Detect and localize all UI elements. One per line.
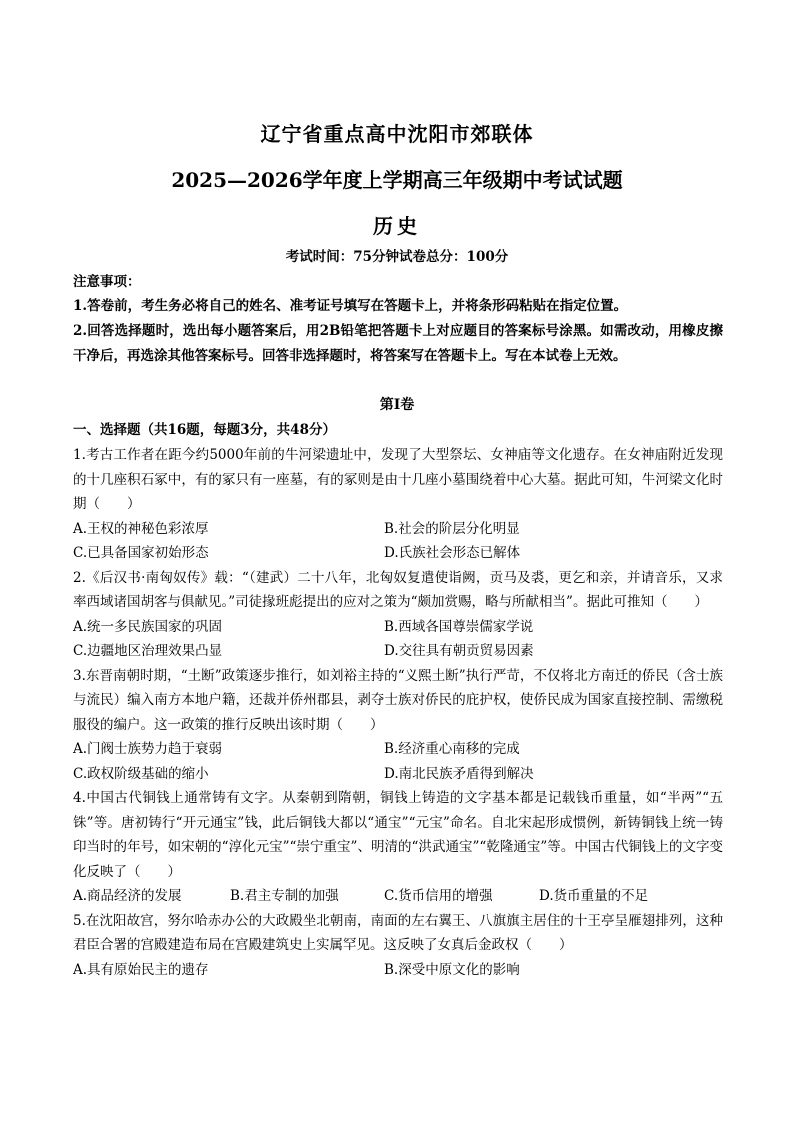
option-c[interactable]: C.政权阶级基础的缩小 bbox=[73, 765, 209, 782]
question-5 bbox=[73, 909, 723, 983]
option-d[interactable]: D.交往具有朝贡贸易因素 bbox=[384, 643, 534, 659]
question-4 bbox=[73, 786, 723, 909]
note-item: 1.答卷前，考生务必将自己的姓名、准考证号填写在答题卡上，并将条形码粘贴在指定位置。 bbox=[73, 298, 628, 314]
options-row bbox=[73, 737, 723, 762]
option-a[interactable]: A.门阀士族势力趋于衰弱 bbox=[73, 741, 223, 757]
section-heading: 一、选择题（共16题，每题3分，共48分） bbox=[73, 422, 336, 438]
options-row bbox=[73, 762, 723, 787]
option-b[interactable]: B.社会的阶层分化明显 bbox=[384, 520, 520, 537]
option-d[interactable]: D.货币重量的不足 bbox=[539, 888, 649, 904]
options-row bbox=[73, 884, 723, 909]
exam-info: 考试时间：75分钟试卷总分：100分 bbox=[285, 249, 509, 265]
notes-heading: 注意事项： bbox=[73, 274, 141, 290]
option-c[interactable]: C.边疆地区治理效果凸显 bbox=[73, 643, 223, 659]
option-b[interactable]: B.深受中原文化的影响 bbox=[384, 961, 520, 978]
option-a[interactable]: A.统一多民族国家的巩固 bbox=[73, 618, 223, 635]
option-b[interactable]: B.西域各国尊崇儒家学说 bbox=[384, 618, 534, 635]
options-row bbox=[73, 639, 723, 664]
option-a[interactable]: A.王权的神秘色彩浓厚 bbox=[73, 520, 209, 537]
option-a[interactable]: A.商品经济的发展 bbox=[73, 888, 182, 904]
school-title: 辽宁省重点高中沈阳市郊联体 bbox=[260, 122, 534, 146]
question-stem: 2.《后汉书·南匈奴传》载：“（建武）二十八年，北匈奴复遣使诣阙，贡马及裘，更乞和亲，并请音乐，又求率西域诸国胡客与俱献见。”司徒掾班彪提出的应对之策为“颇加赏赐，略与所献相当”。据此可推知（ ） bbox=[73, 569, 723, 610]
volume-heading: 第Ⅰ卷 bbox=[379, 397, 415, 413]
exam-title: 2025—2026学年度上学期高三年级期中考试试题 bbox=[171, 168, 623, 192]
question-1 bbox=[73, 443, 723, 566]
options-row bbox=[73, 517, 723, 542]
option-c[interactable]: C.货币信用的增强 bbox=[384, 888, 493, 904]
subject-title: 历史 bbox=[373, 214, 421, 238]
question-stem: 1.考古工作者在距今约5000年前的牛河梁遗址中，发现了大型祭坛、女神庙等文化遗存。在女神庙附近发现的十几座积石冢中，有的冢只有一座墓，有的冢则是由十几座小墓围绕着中心大墓。据此可知，牛河梁文化时期（ ） bbox=[73, 447, 723, 512]
option-d[interactable]: D.南北民族矛盾得到解决 bbox=[384, 765, 534, 782]
question-stem: 4.中国古代铜钱上通常铸有文字。从秦朝到隋朝，铜钱上铸造的文字基本都是记载钱币重量，如“半两”“五铢”等。唐初铸行“开元通宝”钱，此后铜钱大都以“通宝”“元宝”命名。自北宋起形成惯例，新铸铜钱上统一铸印当时的年号，如宋朝的“淳化元宝”“崇宁重宝”、明清的“洪武通宝”“乾隆通宝”等。中国古代铜钱上的文字变化反映了（ ） bbox=[73, 790, 723, 880]
options-row bbox=[73, 958, 723, 983]
question-list bbox=[73, 443, 723, 982]
options-row bbox=[73, 615, 723, 640]
question-3 bbox=[73, 664, 723, 787]
notes-list bbox=[73, 294, 723, 369]
question-stem: 5.在沈阳故宫，努尔哈赤办公的大政殿坐北朝南，南面的左右翼王、八旗旗主居住的十王亭呈雁翅排列，这种君臣合署的宫殿建造布局在宫殿建筑史上实属罕见。这反映了女真后金政权（ ） bbox=[73, 912, 723, 953]
note-item: 2.回答选择题时，选出每小题答案后，用2B铅笔把答题卡上对应题目的答案标号涂黑。如需改动，用橡皮擦干净后，再选涂其他答案标号。回答非选择题时，将答案写在答题卡上。写在本试卷上无效。 bbox=[73, 323, 723, 364]
question-2 bbox=[73, 566, 723, 664]
option-d[interactable]: D.氏族社会形态已解体 bbox=[384, 545, 521, 561]
question-stem: 3.东晋南朝时期，“土断”政策逐步推行，如刘裕主持的“义熙土断”执行严苛，不仅将北方南迁的侨民（含士族与流民）编入南方本地户籍，还裁并侨州郡县，剥夺士族对侨民的庇护权，使侨民成为国家直接控制、需缴税服役的编户。这一政策的推行反映出该时期（ ） bbox=[73, 667, 723, 733]
options-row bbox=[73, 541, 723, 566]
option-b[interactable]: B.经济重心南移的完成 bbox=[384, 741, 520, 757]
option-c[interactable]: C.已具备国家初始形态 bbox=[73, 545, 209, 561]
option-b[interactable]: B.君主专制的加强 bbox=[230, 888, 339, 904]
option-a[interactable]: A.具有原始民主的遗存 bbox=[73, 961, 209, 978]
